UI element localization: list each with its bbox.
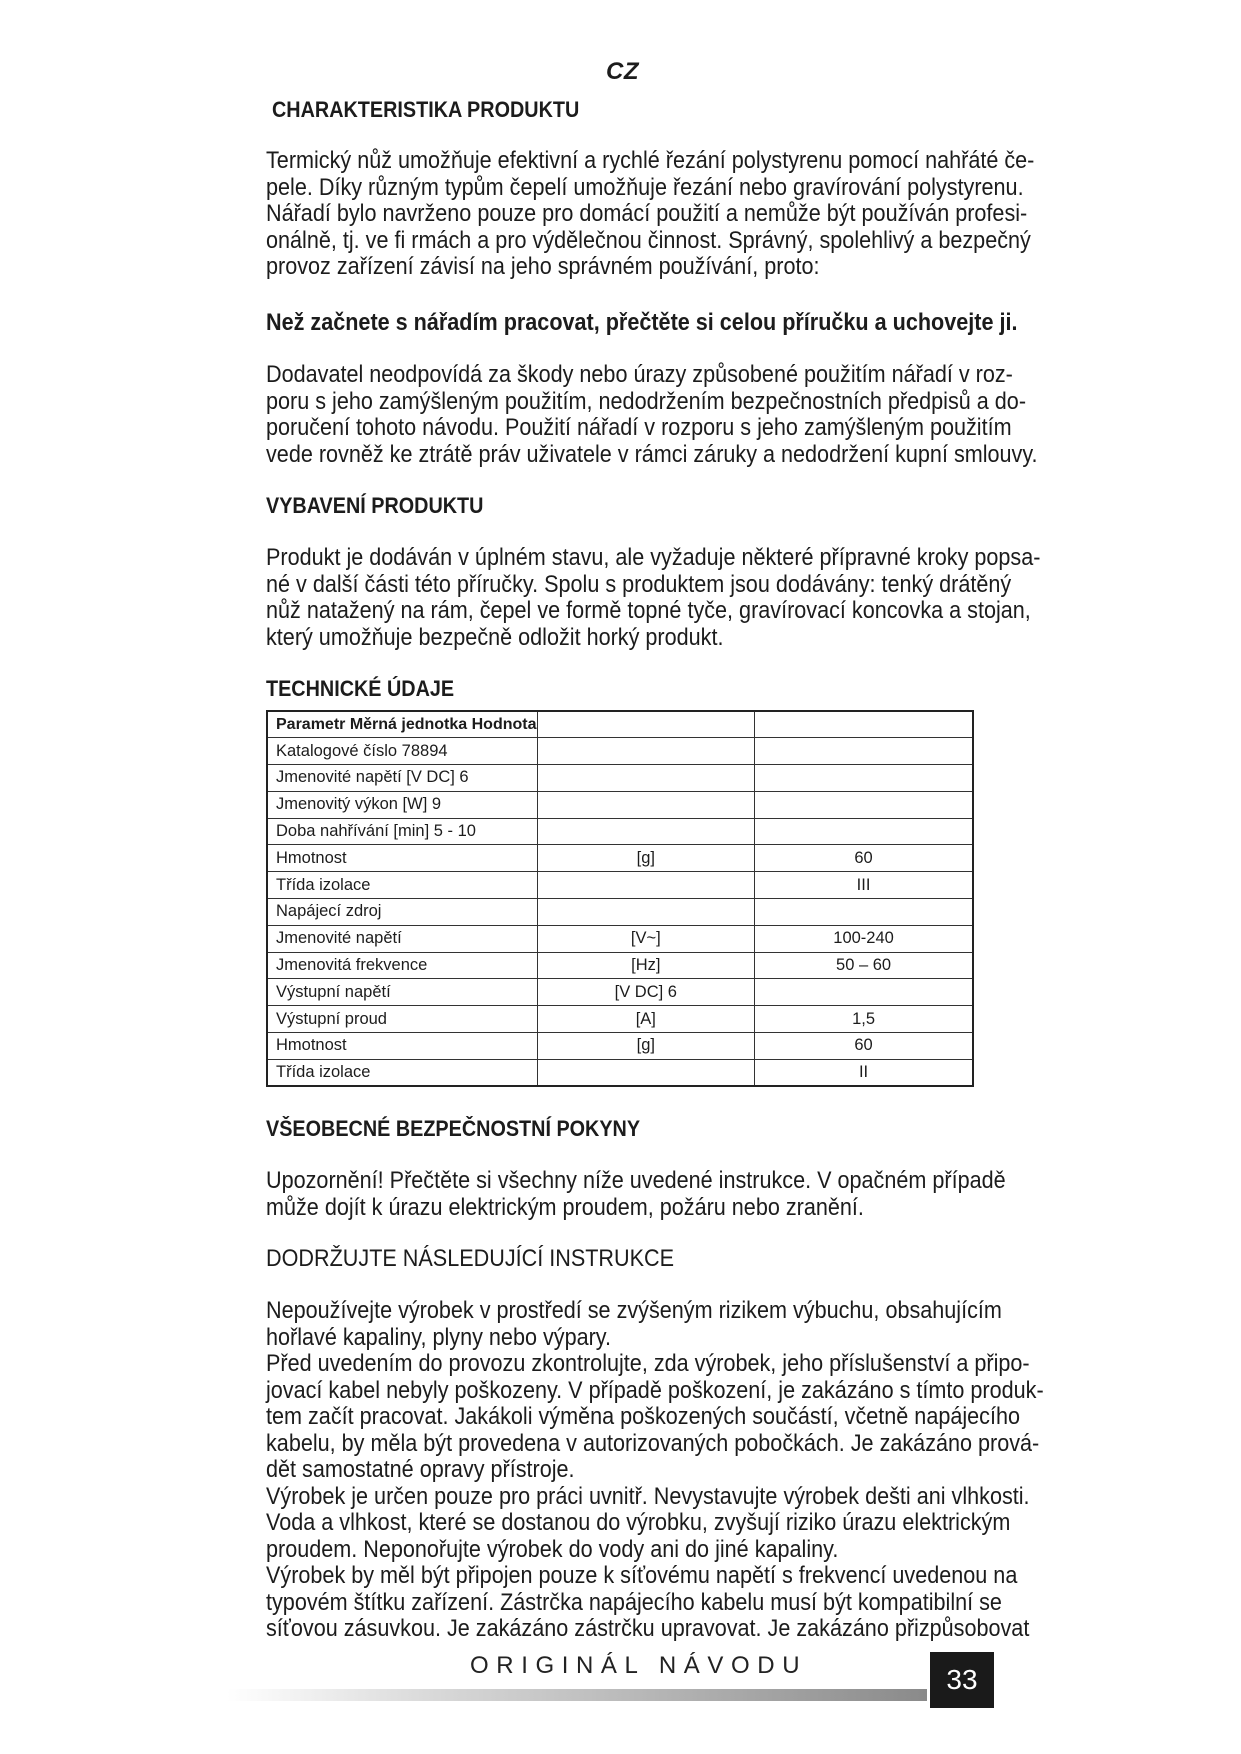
table-row — [267, 872, 973, 899]
parameter-cell: Jmenovitá frekvence — [267, 952, 537, 979]
value-cell: II — [755, 1059, 973, 1086]
unit-cell — [537, 791, 755, 818]
parameter-cell: Výstupní napětí — [267, 979, 537, 1006]
unit-cell: [V~] — [537, 925, 755, 952]
value-cell — [755, 899, 973, 926]
warning-read-manual: Než začnete s nářadím pracovat, přečtěte si celou příručku a uchovejte ji. — [266, 309, 1018, 336]
safety-instructions-paragraph: Nepoužívejte výrobek v prostředí se zvýšeným rizikem výbuchu, obsahujícím hořlavé kapaliny, plyny nebo výpary. Před uvedením do provozu zkontrolujte, zda výrobek, jeho příslušenství a připo- jovací kabel nebyly poškozeny. V případě poškození, je zakázáno s tímto produk- tem začít pracovat. Jakákoli výměna poškozených součástí, včetně napájecího kabelu, by měla být provedena v autorizovaných pobočkách. Je zakázáno prová- dět samostatné opravy přístroje. Výrobek je určen pouze pro práci uvnitř. Nevystavujte výrobek dešti ani vlhkosti. Voda a vlhkost, které se dostanou do výrobku, zvyšují riziko úrazu elektrickým proudem. Neponořujte výrobek do vody ani do jiné kapaliny. Výrobek by měl být připojen pouze k síťovému napětí s frekvencí uvedenou na typovém štítku zařízení. Zástrčka napájecího kabelu musí být kompatibilní se síťovou zásuvkou. Je zakázáno zástrčku upravovat. Je zakázáno přizpůsobovat — [266, 1297, 1044, 1642]
equipment-paragraph: Produkt je dodáván v úplném stavu, ale vyžaduje některé přípravné kroky popsa- né v další části této příručky. Spolu s produktem jsou dodávány: tenký drátěný nůž natažený na rám, čepel ve formě topné tyče, gravírovací koncovka a stojan, který umožňuje bezpečně odložit horký produkt. — [266, 544, 1041, 651]
value-cell: 60 — [755, 1033, 973, 1060]
parameter-cell: Třída izolace — [267, 872, 537, 899]
value-cell: 1,5 — [755, 1006, 973, 1033]
table-row — [267, 818, 973, 845]
unit-cell: [A] — [537, 1006, 755, 1033]
parameter-cell: Parametr Měrná jednotka Hodnota — [267, 711, 537, 738]
unit-cell: [V DC] 6 — [537, 979, 755, 1006]
value-cell: 100-240 — [755, 925, 973, 952]
unit-cell — [537, 872, 755, 899]
table-row — [267, 979, 973, 1006]
parameter-cell: Jmenovitý výkon [W] 9 — [267, 791, 537, 818]
unit-cell: [g] — [537, 845, 755, 872]
parameter-cell: Hmotnost — [267, 845, 537, 872]
unit-cell: [Hz] — [537, 952, 755, 979]
supplier-liability-paragraph: Dodavatel neodpovídá za škody nebo úrazy způsobené použitím nářadí v roz- poru s jeho zamýšleným použitím, nedodržením bezpečnostních předpisů a do- poručení tohoto návodu. Použití nářadí v rozporu s jeho zamýšleným použitím vede rovněž ke ztrátě práv uživatele v rámci záruky a nedodržení kupní smlouvy. — [266, 361, 1038, 468]
unit-cell: [g] — [537, 1033, 755, 1060]
footer-manual-title: ORIGINÁL NÁVODU — [470, 1652, 808, 1679]
table-row — [267, 791, 973, 818]
table-row — [267, 899, 973, 926]
unit-cell — [537, 765, 755, 792]
table-row — [267, 738, 973, 765]
unit-cell — [537, 899, 755, 926]
table-row — [267, 765, 973, 792]
unit-cell — [537, 738, 755, 765]
value-cell: III — [755, 872, 973, 899]
safety-warning-paragraph: Upozornění! Přečtěte si všechny níže uvedené instrukce. V opačném případě může dojít k úrazu elektrickým proudem, požáru nebo zranění. — [266, 1167, 1006, 1221]
table-header-row — [267, 711, 973, 738]
language-code: CZ — [606, 58, 639, 85]
parameter-cell: Katalogové číslo 78894 — [267, 738, 537, 765]
page-number: 33 — [930, 1652, 994, 1708]
parameter-cell: Doba nahřívání [min] 5 - 10 — [267, 818, 537, 845]
unit-cell — [537, 818, 755, 845]
table-row — [267, 952, 973, 979]
table-row — [267, 1059, 973, 1086]
value-cell: 50 – 60 — [755, 952, 973, 979]
parameter-cell: Třída izolace — [267, 1059, 537, 1086]
section-title-safety: VŠEOBECNÉ BEZPEČNOSTNÍ POKYNY — [266, 1116, 641, 1141]
parameter-cell: Napájecí zdroj — [267, 899, 537, 926]
section-title-technical: TECHNICKÉ ÚDAJE — [266, 676, 455, 701]
parameter-cell: Jmenovité napětí — [267, 925, 537, 952]
value-cell: 60 — [755, 845, 973, 872]
table-row — [267, 925, 973, 952]
unit-cell — [537, 1059, 755, 1086]
parameter-cell: Hmotnost — [267, 1033, 537, 1060]
safety-subtitle: DODRŽUJTE NÁSLEDUJÍCÍ INSTRUKCE — [266, 1245, 675, 1272]
technical-data-table — [266, 710, 974, 1087]
table-row — [267, 845, 973, 872]
value-cell — [755, 711, 973, 738]
value-cell — [755, 979, 973, 1006]
value-cell — [755, 818, 973, 845]
table-row — [267, 1033, 973, 1060]
parameter-cell: Výstupní proud — [267, 1006, 537, 1033]
unit-cell — [537, 711, 755, 738]
value-cell — [755, 765, 973, 792]
footer-gradient-bar — [227, 1689, 927, 1701]
table-row — [267, 1006, 973, 1033]
value-cell — [755, 791, 973, 818]
characteristics-paragraph: Termický nůž umožňuje efektivní a rychlé řezání polystyrenu pomocí nahřáté če- pele. Díky různým typům čepelí umožňuje řezání nebo gravírování polystyrenu. Nářadí bylo navrženo pouze pro domácí použití a nemůže být používán profesi- onálně, tj. ve fi rmách a pro výdělečnou činnost. Správný, spolehlivý a bezpečný provoz zařízení závisí na jeho správném používání, proto: — [266, 147, 1035, 280]
section-title-characteristics: CHARAKTERISTIKA PRODUKTU — [272, 97, 580, 122]
section-title-equipment: VYBAVENÍ PRODUKTU — [266, 493, 484, 518]
value-cell — [755, 738, 973, 765]
parameter-cell: Jmenovité napětí [V DC] 6 — [267, 765, 537, 792]
